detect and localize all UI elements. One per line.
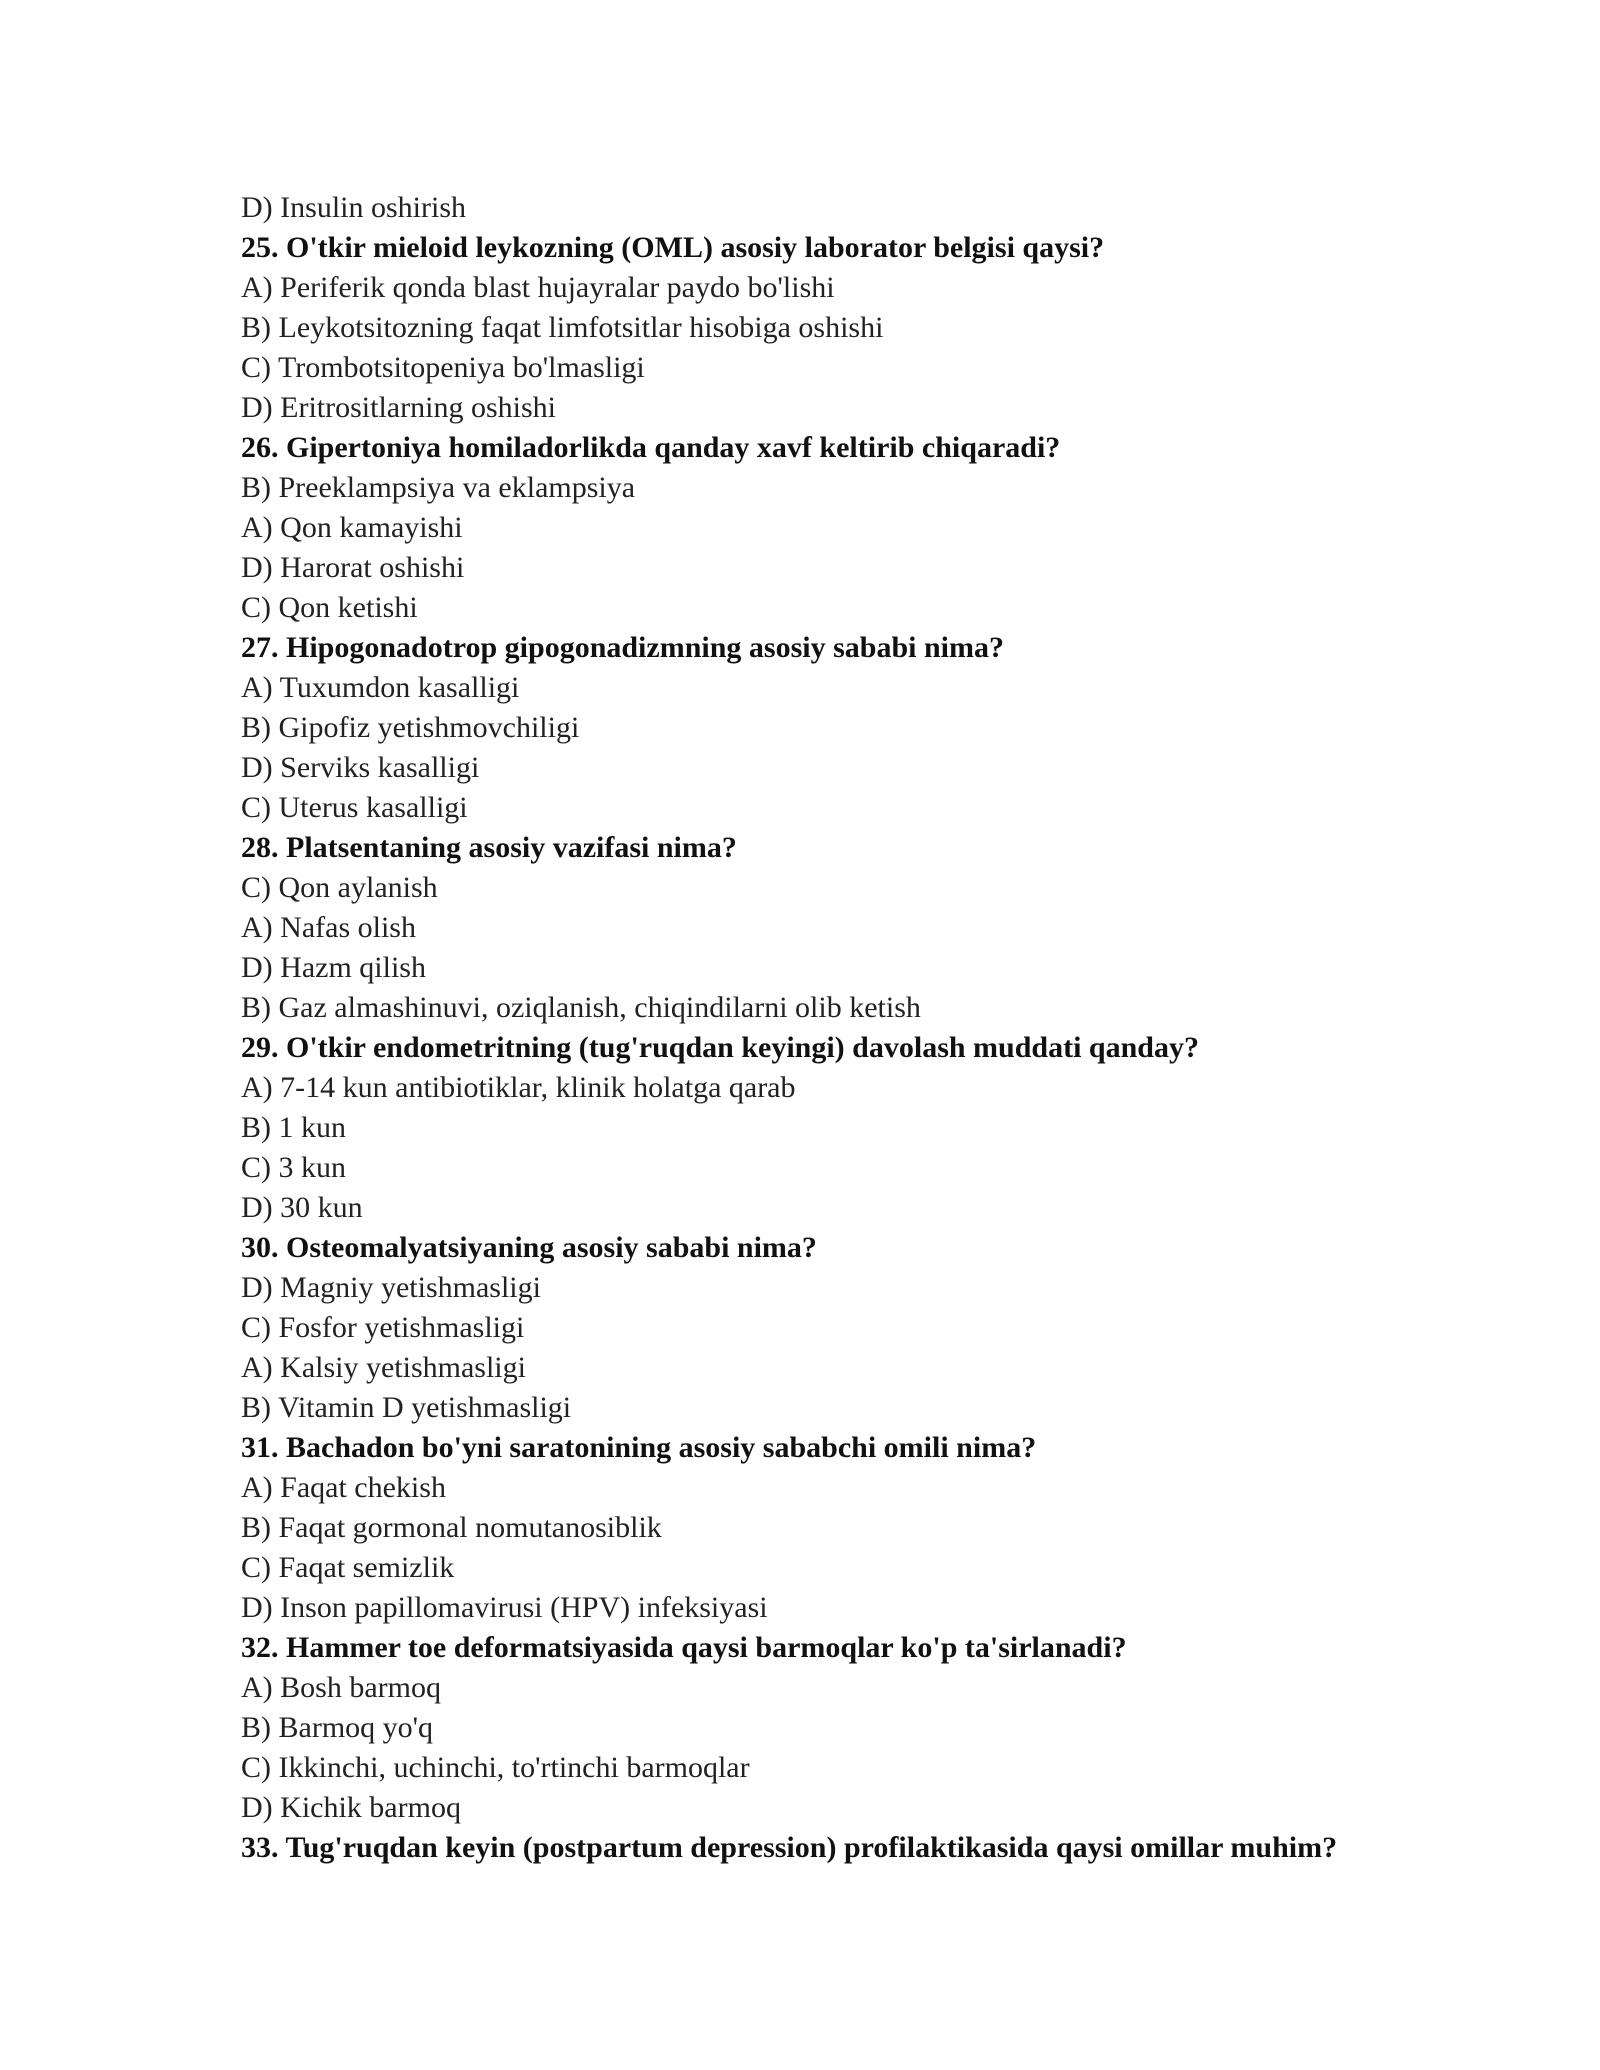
answer-option: C) Faqat semizlik <box>241 1551 455 1584</box>
answer-option: D) Inson papillomavirusi (HPV) infeksiyasi <box>241 1591 768 1624</box>
answer-option: B) Barmoq yo'q <box>241 1711 434 1744</box>
answer-option: D) Kichik barmoq <box>241 1791 461 1824</box>
answer-option: B) Vitamin D yetishmasligi <box>241 1391 572 1424</box>
answer-option: B) Faqat gormonal nomutanosiblik <box>241 1511 662 1544</box>
answer-option: A) Bosh barmoq <box>241 1671 441 1704</box>
question-heading: 26. Gipertoniya homiladorlikda qanday xavf keltirib chiqaradi? <box>241 431 1061 464</box>
question-heading: 31. Bachadon bo'yni saratonining asosiy sababchi omili nima? <box>241 1431 1037 1464</box>
question-heading: 33. Tug'ruqdan keyin (postpartum depression) profilaktikasida qaysi omillar muhim? <box>241 1831 1338 1864</box>
answer-option: A) Nafas olish <box>241 911 416 944</box>
answer-option: C) Trombotsitopeniya bo'lmasligi <box>241 351 645 384</box>
answer-option: D) Hazm qilish <box>241 951 426 984</box>
answer-option: A) Tuxumdon kasalligi <box>241 671 520 704</box>
answer-option: C) Ikkinchi, uchinchi, to'rtinchi barmoqlar <box>241 1751 750 1784</box>
answer-option: B) Gaz almashinuvi, oziqlanish, chiqindilarni olib ketish <box>241 991 921 1024</box>
question-heading: 30. Osteomalyatsiyaning asosiy sababi nima? <box>241 1231 817 1264</box>
answer-option: A) 7-14 kun antibiotiklar, klinik holatga qarab <box>241 1071 796 1104</box>
answer-option: B) Gipofiz yetishmovchiligi <box>241 711 580 744</box>
answer-option: D) Serviks kasalligi <box>241 751 480 784</box>
answer-option: D) Harorat oshishi <box>241 551 465 584</box>
answer-option: B) Preeklampsiya va eklampsiya <box>241 471 636 504</box>
answer-option: D) Insulin oshirish <box>241 191 466 224</box>
question-heading: 28. Platsentaning asosiy vazifasi nima? <box>241 831 737 864</box>
answer-option: D) Magniy yetishmasligi <box>241 1271 541 1304</box>
answer-option: C) Uterus kasalligi <box>241 791 468 824</box>
question-heading: 27. Hipogonadotrop gipogonadizmning asosiy sababi nima? <box>241 631 1004 664</box>
answer-option: B) 1 kun <box>241 1111 346 1144</box>
answer-option: A) Kalsiy yetishmasligi <box>241 1351 526 1384</box>
answer-option: A) Periferik qonda blast hujayralar paydo bo'lishi <box>241 271 835 304</box>
answer-option: D) Eritrositlarning oshishi <box>241 391 556 424</box>
question-heading: 25. O'tkir mieloid leykozning (OML) asosiy laborator belgisi qaysi? <box>241 231 1105 264</box>
answer-option: A) Faqat chekish <box>241 1471 446 1504</box>
answer-option: B) Leykotsitozning faqat limfotsitlar hisobiga oshishi <box>241 311 884 344</box>
answer-option: D) 30 kun <box>241 1191 363 1224</box>
answer-option: C) Qon ketishi <box>241 591 418 624</box>
answer-option: C) Qon aylanish <box>241 871 438 904</box>
answer-option: C) 3 kun <box>241 1151 346 1184</box>
document-body <box>241 188 1491 1868</box>
answer-option: C) Fosfor yetishmasligi <box>241 1311 525 1344</box>
question-heading: 29. O'tkir endometritning (tug'ruqdan keyingi) davolash muddati qanday? <box>241 1031 1199 1064</box>
answer-option: A) Qon kamayishi <box>241 511 463 544</box>
question-heading: 32. Hammer toe deformatsiyasida qaysi barmoqlar ko'p ta'sirlanadi? <box>241 1631 1127 1664</box>
